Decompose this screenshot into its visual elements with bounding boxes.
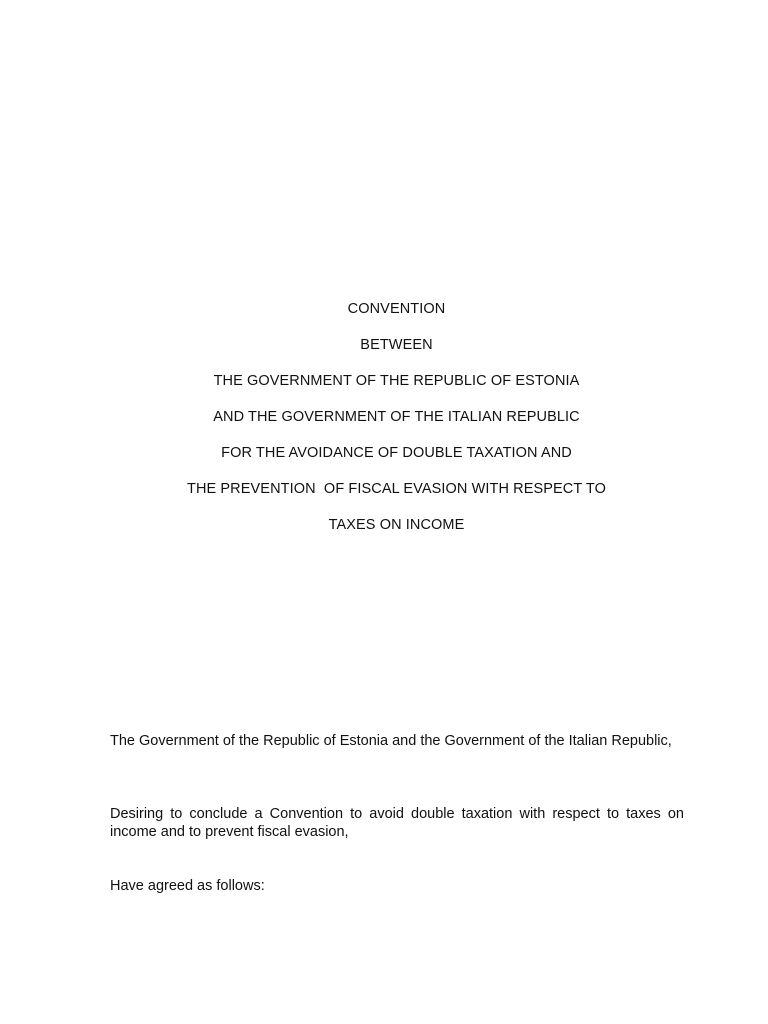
title-line-estonia: THE GOVERNMENT OF THE REPUBLIC OF ESTONIA [213, 373, 580, 389]
preamble-agreed-text: Have agreed as follows: [110, 878, 265, 894]
title-line-avoidance: FOR THE AVOIDANCE OF DOUBLE TAXATION AND [221, 445, 572, 461]
convention-title [0, 300, 768, 552]
title-line-italy: AND THE GOVERNMENT OF THE ITALIAN REPUBLIC [213, 409, 580, 425]
preamble-parties-paragraph [110, 732, 684, 750]
preamble-agreed-paragraph [110, 877, 684, 895]
preamble-parties-text: The Government of the Republic of Estonia and the Government of the Italian Republic, [110, 733, 672, 749]
preamble-desiring-text: Desiring to conclude a Convention to avoid double taxation with respect to taxes on income and to prevent fiscal evasion, [110, 806, 684, 840]
title-line-taxes: TAXES ON INCOME [328, 517, 465, 533]
title-line-between: BETWEEN [360, 337, 433, 353]
preamble-desiring-paragraph [110, 805, 684, 841]
title-line-prevention: THE PREVENTION OF FISCAL EVASION WITH RESPECT TO [186, 481, 607, 497]
title-line-convention: CONVENTION [347, 301, 446, 317]
